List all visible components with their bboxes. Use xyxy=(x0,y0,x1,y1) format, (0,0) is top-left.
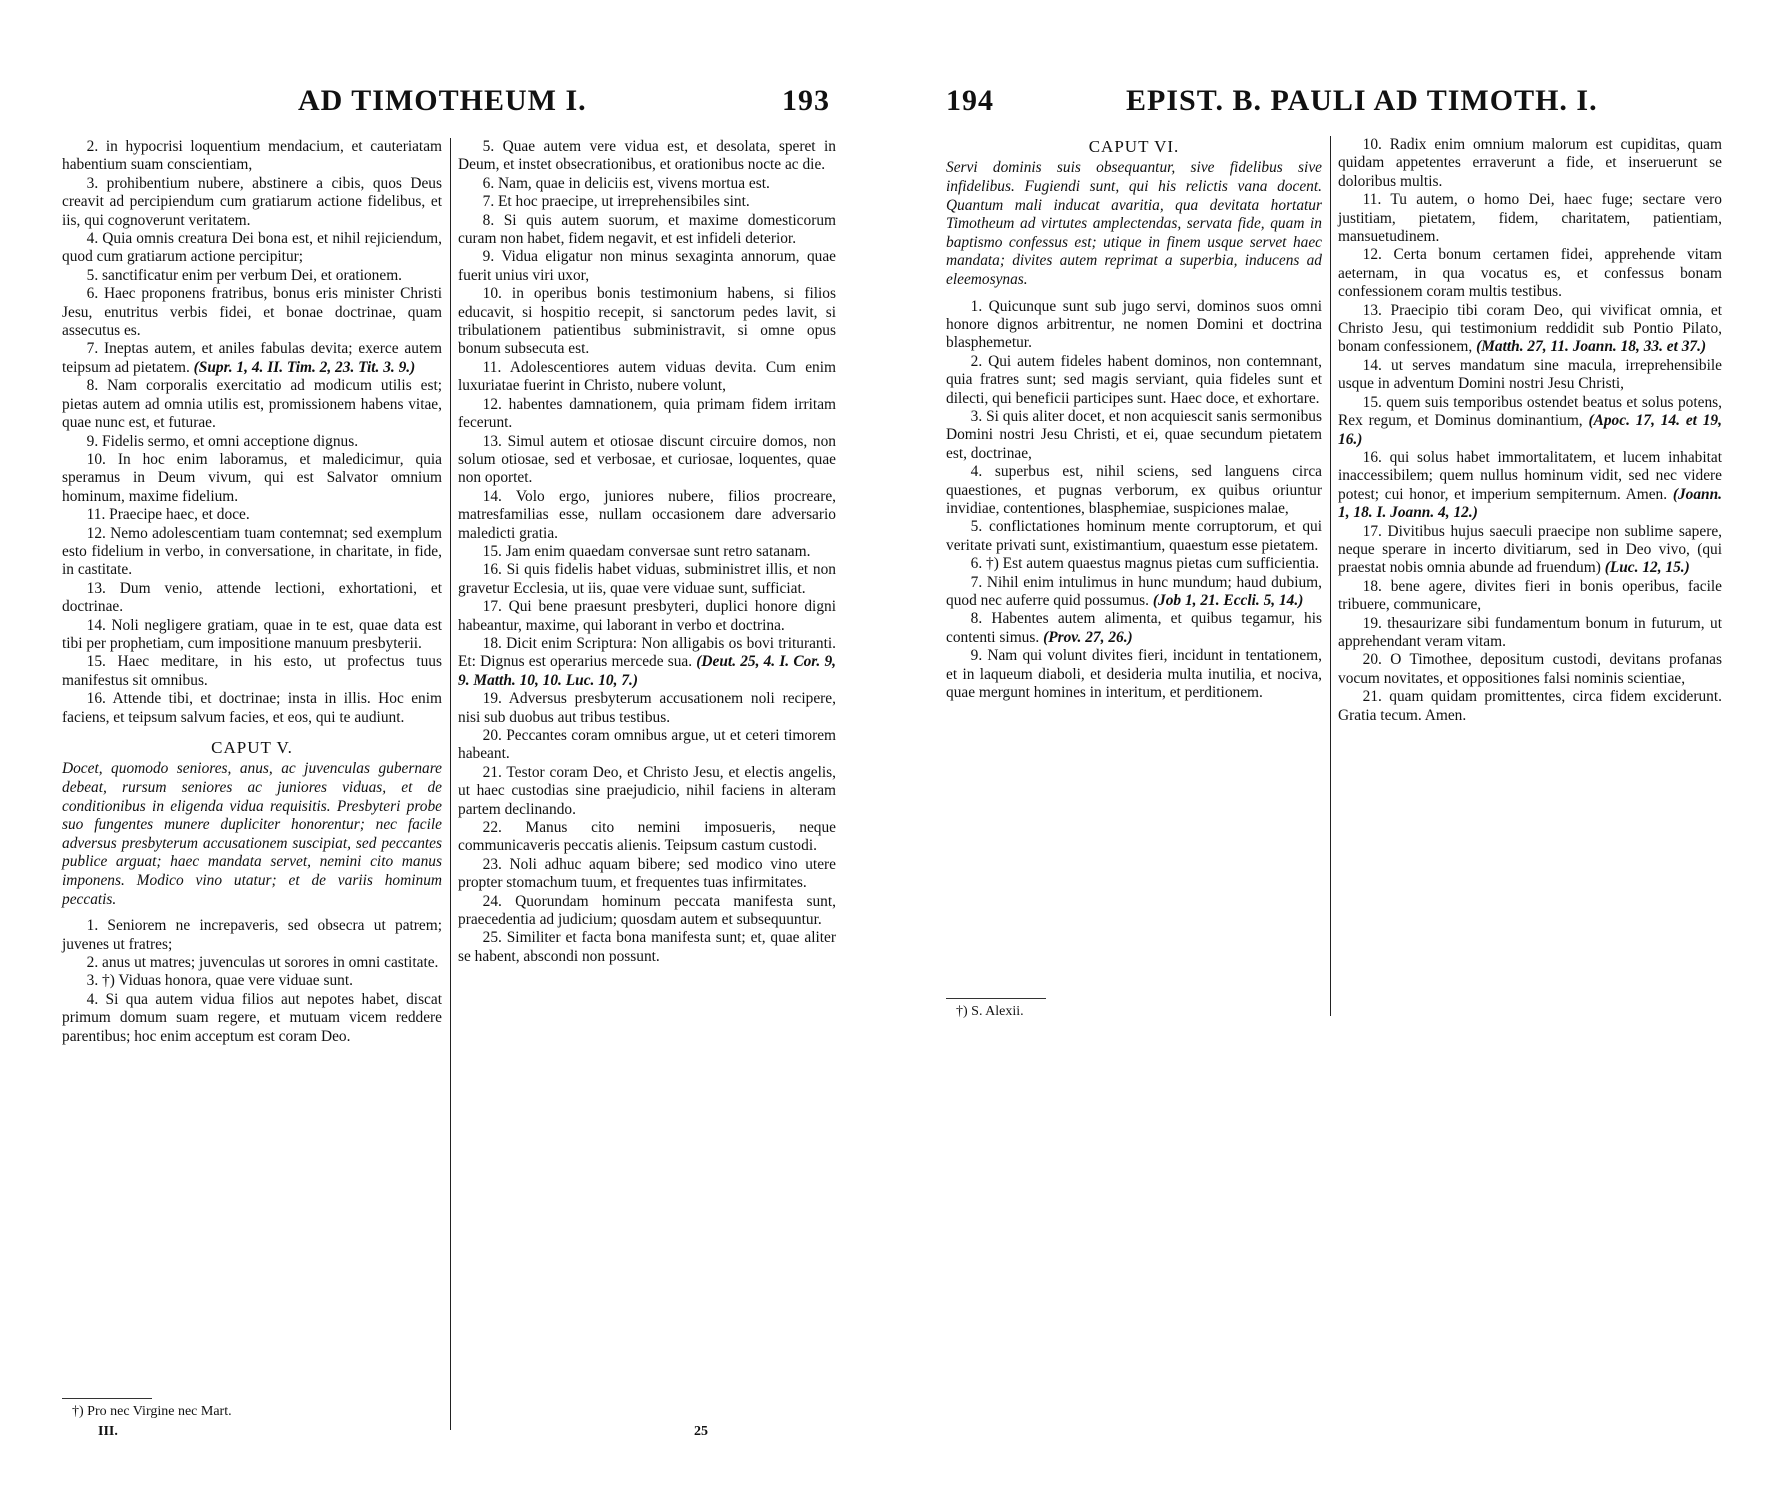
verse: 13. Simul autem et otiosae discunt circuire domos, non solum otiosae, sed et verbosae, et curiosae, loquentes, quae non oportet. xyxy=(458,432,836,487)
verse: 11. Adolescentiores autem viduas devita. Cum enim luxuriatae fuerint in Christo, nubere volunt, xyxy=(458,358,836,395)
verse: 25. Similiter et facta bona manifesta sunt; et, quae aliter se habent, abscondi non possunt. xyxy=(458,929,836,965)
signature-number: 25 xyxy=(694,1424,708,1439)
verse-text: 7. Ineptas autem, et aniles fabulas devita; exerce autem teipsum ad pietatem. xyxy=(62,340,442,376)
scripture-reference: (Apoc. 17, 14. et 19, 16.) xyxy=(1338,412,1722,448)
scripture-reference: (Luc. 12, 15.) xyxy=(1604,559,1690,577)
verse: 18. bene agere, divites fieri in bonis operibus, facile tribuere, communicare, xyxy=(1338,577,1722,614)
verse: 2. anus ut matres; juvenculas ut sorores in omni castitate. xyxy=(86,953,439,971)
verse: 19. thesaurizare sibi fundamentum bonum in futurum, ut apprehendant veram vitam. xyxy=(1338,614,1722,650)
verse: 21. Testor coram Deo, et Christo Jesu, et electis angelis, ut haec custodias sine praejudicio, nihil faciens in alteram partem declinando. xyxy=(458,763,836,818)
footnote-rule xyxy=(62,1398,152,1399)
verse-text: 16. qui solus habet immortalitatem, et lucem inhabitat inaccessibilem; quem nullus hominum vidit, sed nec videre potest; cui honor, et imperium sempiternum. Amen. xyxy=(1338,448,1722,503)
right-column-1 xyxy=(946,136,1322,703)
page-number-left: 193 xyxy=(782,84,830,117)
footnote-right: †) S. Alexii. xyxy=(956,1004,1024,1019)
verse xyxy=(1338,394,1722,449)
verse: 3. Si quis aliter docet, et non acquiescit sanis sermonibus Domini nostri Jesu Christi, et ei, quae secundum pietatem est, doctrinae, xyxy=(946,408,1322,462)
chapter-title: CAPUT V. xyxy=(211,738,293,757)
verse xyxy=(458,635,836,690)
scripture-reference: (Joann. 1, 18. I. Joann. 4, 12.) xyxy=(1338,485,1722,522)
right-page xyxy=(890,0,1780,1500)
verse: 13. Dum venio, attende lectioni, exhortationi, et doctrinae. xyxy=(62,579,442,616)
verse: 12. habentes damnationem, quia primam fidem irritam fecerunt. xyxy=(458,395,836,432)
scripture-reference: (Supr. 1, 4. II. Tim. 2, 23. Tit. 3. 9.) xyxy=(193,358,416,376)
verse-text: 7. Nihil enim intulimus in hunc mundum; haud dubium, quod nec auferre quid possumus. xyxy=(946,573,1322,610)
verse: 8. Si quis autem suorum, et maxime domesticorum curam non habet, fidem negavit, et est infideli deterior. xyxy=(458,211,836,248)
verse: 22. Manus cito nemini imposueris, neque communicaveris peccatis alienis. Teipsum castum custodi. xyxy=(458,819,836,855)
verse: 5. sanctificatur enim per verbum Dei, et orationem. xyxy=(86,266,403,284)
verse xyxy=(1338,449,1722,523)
verse-text: 17. Divitibus hujus saeculi praecipe non sublime sapere, neque sperare in incerto divitiarum, sed in Deo vivo, (qui praestat nobis omnia abunde ad fruendum) xyxy=(1338,522,1722,577)
verse: 7. Et hoc praecipe, ut irreprehensibiles sint. xyxy=(482,193,750,211)
left-column-2 xyxy=(458,138,836,966)
page-number-right: 194 xyxy=(946,84,994,117)
verse: 21. quam quidam promittentes, circa fidem exciderunt. Gratia tecum. Amen. xyxy=(1338,688,1722,724)
verse: 10. In hoc enim laboramus, et maledicimur, quia speramus in Deum vivum, qui est Salvator omnium hominum, maxime fidelium. xyxy=(62,450,442,505)
right-column-2 xyxy=(1338,136,1722,725)
chapter-summary: Docet, quomodo seniores, anus, ac juvenculas gubernare debeat, rursum seniores ac juniores viduas, et de conditionibus in eligenda vidua requisitis. Presbyteri probe suo fungentes munere dupliciter honorentur; nec facile adversus presbyterum accusationem suscipiat, sed peccantes publice arguat; haec mandata servet, nemini cito manus imponens. Modico vino utatur; et de variis hominum peccatis. xyxy=(62,760,442,908)
left-column-1 xyxy=(62,138,442,1046)
verse: 8. Nam corporalis exercitatio ad modicum utilis est; pietas autem ad omnia utilis est, promissionem habens vitae, quae nunc est, et futurae. xyxy=(62,377,442,432)
verse: 10. Radix enim omnium malorum est cupiditas, quam quidam appetentes erraverunt a fide, et inseruerunt se doloribus multis. xyxy=(1338,136,1722,190)
verse: 9. Vidua eligatur non minus sexaginta annorum, quae fuerit unius viri uxor, xyxy=(458,248,836,284)
signature-mark: III. xyxy=(98,1424,118,1439)
chapter-title: CAPUT VI. xyxy=(1088,137,1180,156)
verse: 11. Tu autem, o homo Dei, haec fuge; sectare vero justitiam, pietatem, fidem, charitatem, patientiam, mansuetudinem. xyxy=(1338,191,1722,246)
verse: 14. ut serves mandatum sine macula, irreprehensibile usque in adventum Domini nostri Jesu Christi, xyxy=(1338,356,1722,393)
verse: 15. Jam enim quaedam conversae sunt retro satanam. xyxy=(482,542,811,560)
verse-text: 8. Habentes autem alimenta, et quibus tegamur, his contenti simus. xyxy=(946,610,1322,646)
verse-text: 15. quem suis temporibus ostendet beatus et solus potens, Rex regum, et Dominus dominantium, xyxy=(1338,393,1722,430)
verse: 11. Praecipe haec, et doce. xyxy=(86,506,250,524)
verse: 24. Quorundam hominum peccata manifesta sunt, praecedentia ad judicium; quosdam autem et subsequuntur. xyxy=(458,892,836,929)
verse: 4. Quia omnis creatura Dei bona est, et nihil rejiciendum, quod cum gratiarum actione percipitur; xyxy=(62,230,442,266)
verse xyxy=(62,340,442,377)
running-head-right: EPIST. B. PAULI AD TIMOTH. I. xyxy=(1126,84,1598,117)
verse xyxy=(946,574,1322,611)
verse-text: 13. Praecipio tibi coram Deo, qui vivificat omnia, et Christo Jesu, qui testimonium reddidit sub Pontio Pilato, bonam confessionem, xyxy=(1338,301,1722,356)
verse: 1. Quicunque sunt sub jugo servi, dominos suos omni honore dignos arbitrentur, ne nomen Domini et doctrina blasphemetur. xyxy=(946,297,1322,352)
verse xyxy=(1338,302,1722,357)
verse: 15. Haec meditare, in his esto, ut profectus tuus manifestus sit omnibus. xyxy=(62,653,442,689)
chapter-summary: Servi dominis suis obsequantur, sive fidelibus sive infidelibus. Fugiendi sunt, qui his relictis vana docent. Quantum mali inducat avaritia, qua devitata hortatur Timotheum ad virtutes amplectendas, servata fide, quam in baptismo confessus est; utique in finem usque servet haec mandata; divites autem reprimat a superbia, inducens ad eleemosynas. xyxy=(946,159,1322,288)
verse: 14. Noli negligere gratiam, quae in te est, quae data est tibi per prophetiam, cum impositione manuum presbyterii. xyxy=(62,616,442,652)
verse: 20. Peccantes coram omnibus argue, ut et ceteri timorem habeant. xyxy=(458,727,836,763)
verse: 3. †) Viduas honora, quae vere viduae sunt. xyxy=(86,972,353,990)
footnote-left: †) Pro nec Virgine nec Mart. xyxy=(72,1404,232,1419)
footnote-rule xyxy=(946,998,1046,999)
verse: 19. Adversus presbyterum accusationem noli recipere, nisi sub duobus aut tribus testibus. xyxy=(458,690,836,726)
verse: 4. superbus est, nihil sciens, sed languens circa quaestiones, et pugnas verborum, ex quibus oriuntur invidiae, contentiones, blasphemiae, suspiciones malae, xyxy=(946,463,1322,518)
verse: 6. †) Est autem quaestus magnus pietas cum sufficientia. xyxy=(970,555,1320,573)
verse: 9. Nam qui volunt divites fieri, incidunt in tentationem, et in laqueum diaboli, et desideria multa inutilia, et nociva, quae mergunt homines in interitum, et perditionem. xyxy=(946,647,1322,702)
verse-text: 18. Dicit enim Scriptura: Non alligabis os bovi trituranti. Et: Dignus est operarius mercede sua. xyxy=(458,634,836,671)
verse: 9. Fidelis sermo, et omni acceptione dignus. xyxy=(86,432,359,450)
verse: 16. Attende tibi, et doctrinae; insta in illis. Hoc enim faciens, et teipsum salvum facies, et eos, qui te audiunt. xyxy=(62,690,442,726)
verse: 16. Si quis fidelis habet viduas, subministret illis, et non gravetur Ecclesia, ut iis, quae vere viduae sunt, sufficiat. xyxy=(458,561,836,597)
scripture-reference: (Prov. 27, 26.) xyxy=(1043,628,1133,646)
scripture-reference: (Deut. 25, 4. I. Cor. 9, 9. Matth. 10, 10. Luc. 10, 7.) xyxy=(458,653,836,689)
verse: 10. in operibus bonis testimonium habens, si filios educavit, si hospitio recepit, si sanctorum pedes lavit, si tribulationem patientibus subministravit, si omne opus bonum subsecuta est. xyxy=(458,285,836,358)
verse: 1. Seniorem ne increpaveris, sed obsecra ut patrem; juvenes ut fratres; xyxy=(62,917,442,953)
verse: 12. Certa bonum certamen fidei, apprehende vitam aeternam, in qua vocatus es, et confessus bonam confessionem coram multis testibus. xyxy=(1338,246,1722,301)
verse: 5. conflictationes hominum mente corruptorum, et qui veritate privati sunt, existimantium, quaestum esse pietatem. xyxy=(946,518,1322,554)
verse: 4. Si qua autem vidua filios aut nepotes habet, discat primum domum suam regere, et mutuam vicem reddere parentibus; hoc enim acceptum est coram Deo. xyxy=(62,990,442,1045)
verse xyxy=(946,610,1322,647)
verse: 2. Qui autem fideles habent dominos, non contemnant, quia fratres sunt; sed magis serviant, quia fideles sunt et dilecti, qui beneficii participes sunt. Haec doce, et exhortare. xyxy=(946,352,1322,407)
verse: 14. Volo ergo, juniores nubere, filios procreare, matresfamilias esse, nullam occasionem dare adversario maledicti gratia. xyxy=(458,487,836,542)
running-head-left: AD TIMOTHEUM I. xyxy=(298,84,587,117)
verse: 3. prohibentium nubere, abstinere a cibis, quos Deus creavit ad percipiendum cum gratiarum actione fidelibus, et iis, qui cognoverunt veritatem. xyxy=(62,174,442,229)
verse: 17. Qui bene praesunt presbyteri, duplici honore digni habeantur, maxime, qui laborant in verbo et doctrina. xyxy=(458,598,836,634)
verse xyxy=(1338,523,1722,578)
verse: 6. Haec proponens fratribus, bonus eris minister Christi Jesu, enutritus verbis fidei, et bonae doctrinae, quam assecutus es. xyxy=(62,285,442,340)
verse: 20. O Timothee, depositum custodi, devitans profanas vocum novitates, et oppositiones falsi nominis scientiae, xyxy=(1338,651,1722,687)
verse: 6. Nam, quae in deliciis est, vivens mortua est. xyxy=(482,174,770,192)
scripture-reference: (Matth. 27, 11. Joann. 18, 33. et 37.) xyxy=(1476,338,1707,356)
verse: 23. Noli adhuc aquam bibere; sed modico vino utere propter stomachum tuum, et frequentes tuas infirmitates. xyxy=(458,855,836,892)
column-divider xyxy=(450,138,451,1430)
scripture-reference: (Job 1, 21. Eccli. 5, 14.) xyxy=(1152,592,1304,610)
column-divider xyxy=(1330,136,1331,1016)
verse: 2. in hypocrisi loquentium mendacium, et cauteriatam habentium suam conscientiam, xyxy=(62,138,442,174)
verse: 5. Quae autem vere vidua est, et desolata, speret in Deum, et instet obsecrationibus, et orationibus nocte ac die. xyxy=(458,138,836,174)
verse: 12. Nemo adolescentiam tuam contemnat; sed exemplum esto fidelium in verbo, in conversatione, in charitate, in fide, in castitate. xyxy=(62,524,442,579)
